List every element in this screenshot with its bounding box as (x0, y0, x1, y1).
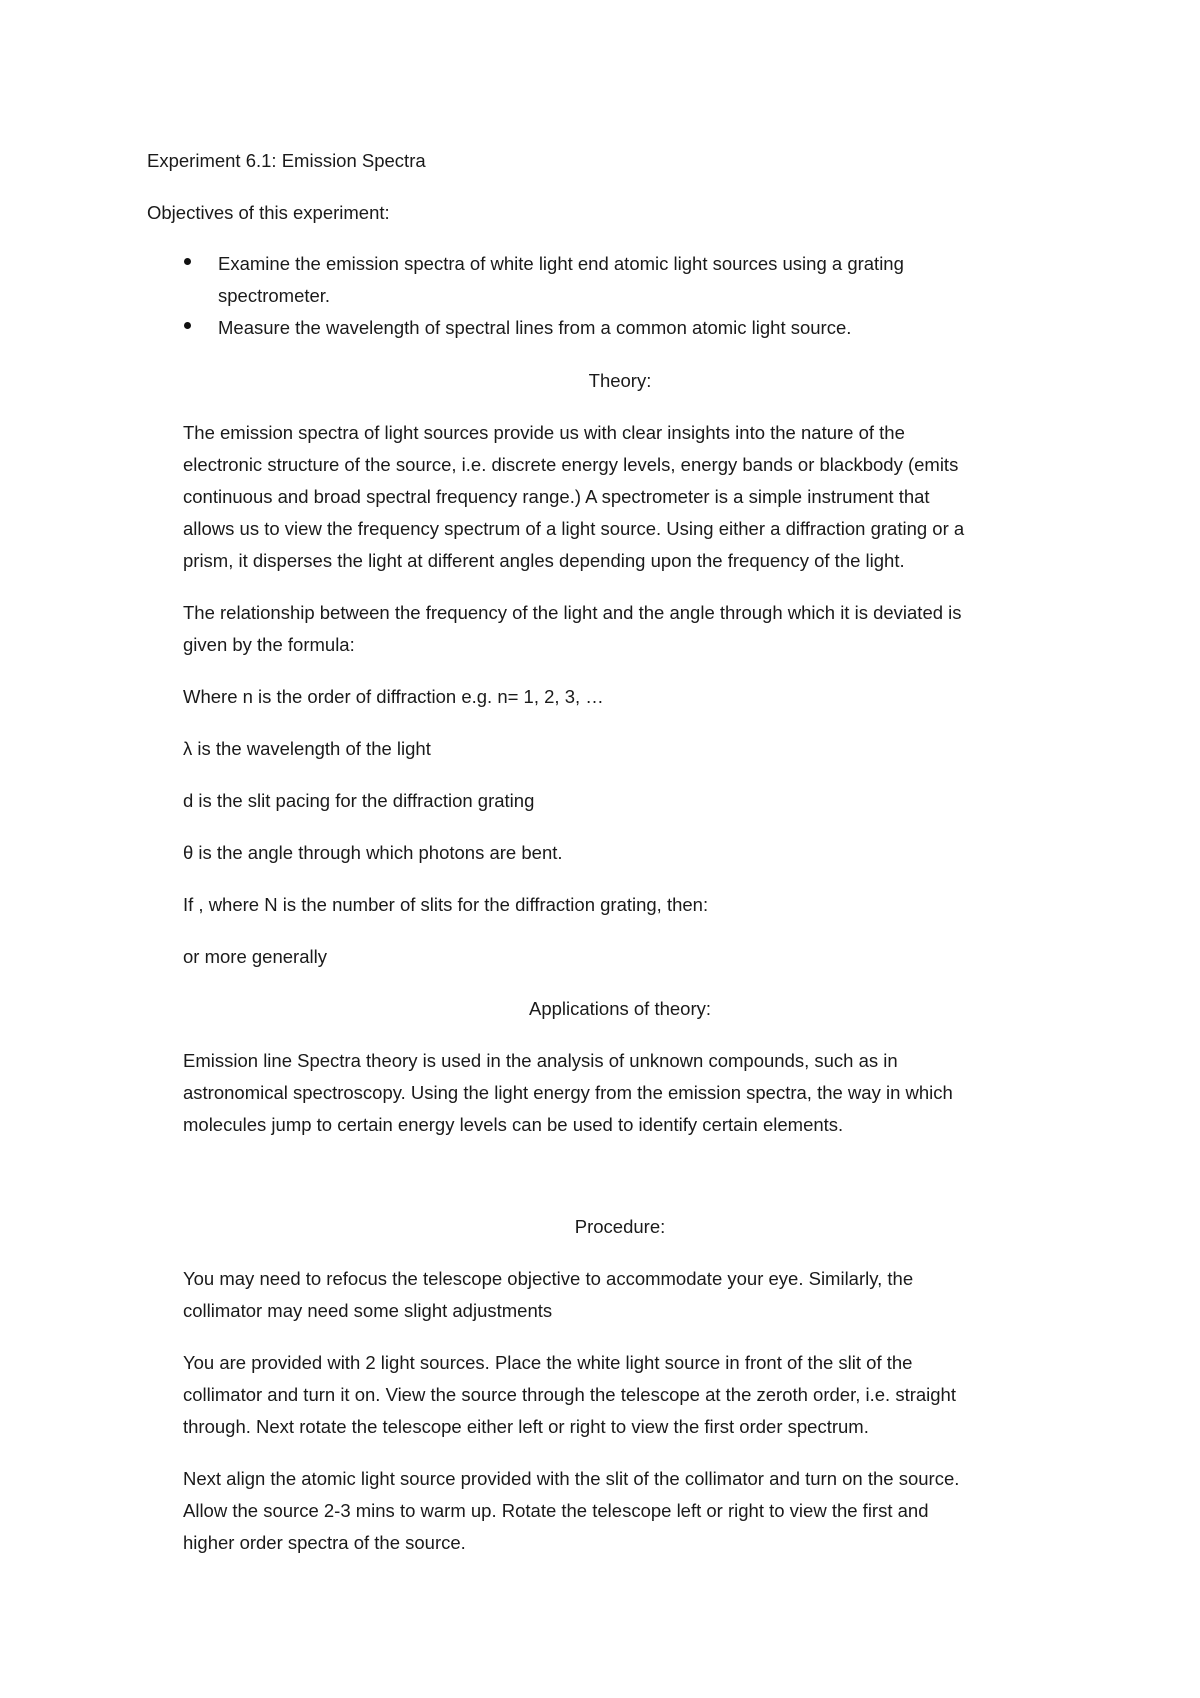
relationship-paragraph-line: given by the formula: (183, 634, 355, 655)
theory-paragraph-line: prism, it disperses the light at different angles depending upon the frequency of the light. (183, 550, 905, 571)
objective-item: Examine the emission spectra of white light end atomic light sources using a grating (218, 253, 904, 274)
procedure-paragraph-line: higher order spectra of the source. (183, 1532, 466, 1553)
general-line: or more generally (183, 946, 327, 967)
procedure-paragraph-line: You are provided with 2 light sources. Place the white light source in front of the slit of the (183, 1352, 913, 1373)
procedure-paragraph-line: through. Next rotate the telescope either left or right to view the first order spectrum. (183, 1416, 869, 1437)
theory-paragraph-line: The emission spectra of light sources provide us with clear insights into the nature of the (183, 422, 905, 443)
theory-paragraph-line: continuous and broad spectral frequency range.) A spectrometer is a simple instrument that (183, 486, 930, 507)
procedure-paragraph-line: Allow the source 2-3 mins to warm up. Rotate the telescope left or right to view the first and (183, 1500, 929, 1521)
d-line: d is the slit pacing for the diffraction grating (183, 790, 535, 811)
if-line: If , where N is the number of slits for the diffraction grating, then: (183, 894, 709, 915)
where-n-line: Where n is the order of diffraction e.g. n= 1, 2, 3, … (183, 686, 604, 707)
applications-paragraph-line: astronomical spectroscopy. Using the light energy from the emission spectra, the way in which (183, 1082, 953, 1103)
applications-heading: Applications of theory: (528, 998, 712, 1019)
relationship-paragraph-line: The relationship between the frequency of the light and the angle through which it is deviated is (183, 602, 962, 623)
objective-item: Measure the wavelength of spectral lines from a common atomic light source. (218, 317, 852, 338)
document-title: Experiment 6.1: Emission Spectra (147, 150, 426, 171)
procedure-paragraph-line: Next align the atomic light source provided with the slit of the collimator and turn on the source. (183, 1468, 960, 1489)
procedure-paragraph-line: collimator and turn it on. View the source through the telescope at the zeroth order, i.e. straight (183, 1384, 956, 1405)
objectives-heading: Objectives of this experiment: (147, 202, 390, 223)
applications-paragraph-line: Emission line Spectra theory is used in the analysis of unknown compounds, such as in (183, 1050, 898, 1071)
bullet-icon (184, 258, 191, 265)
lambda-line: λ is the wavelength of the light (183, 738, 431, 759)
theory-heading: Theory: (588, 370, 652, 391)
procedure-heading: Procedure: (574, 1216, 666, 1237)
procedure-paragraph-line: collimator may need some slight adjustments (183, 1300, 553, 1321)
theta-line: θ is the angle through which photons are bent. (183, 842, 563, 863)
objective-item-continued: spectrometer. (218, 285, 331, 306)
procedure-paragraph-line: You may need to refocus the telescope objective to accommodate your eye. Similarly, the (183, 1268, 914, 1289)
applications-paragraph-line: molecules jump to certain energy levels can be used to identify certain elements. (183, 1114, 844, 1135)
bullet-icon (184, 322, 191, 329)
theory-paragraph-line: allows us to view the frequency spectrum of a light source. Using either a diffraction grating or a (183, 518, 965, 539)
theory-paragraph-line: electronic structure of the source, i.e. discrete energy levels, energy bands or blackbody (emits (183, 454, 959, 475)
